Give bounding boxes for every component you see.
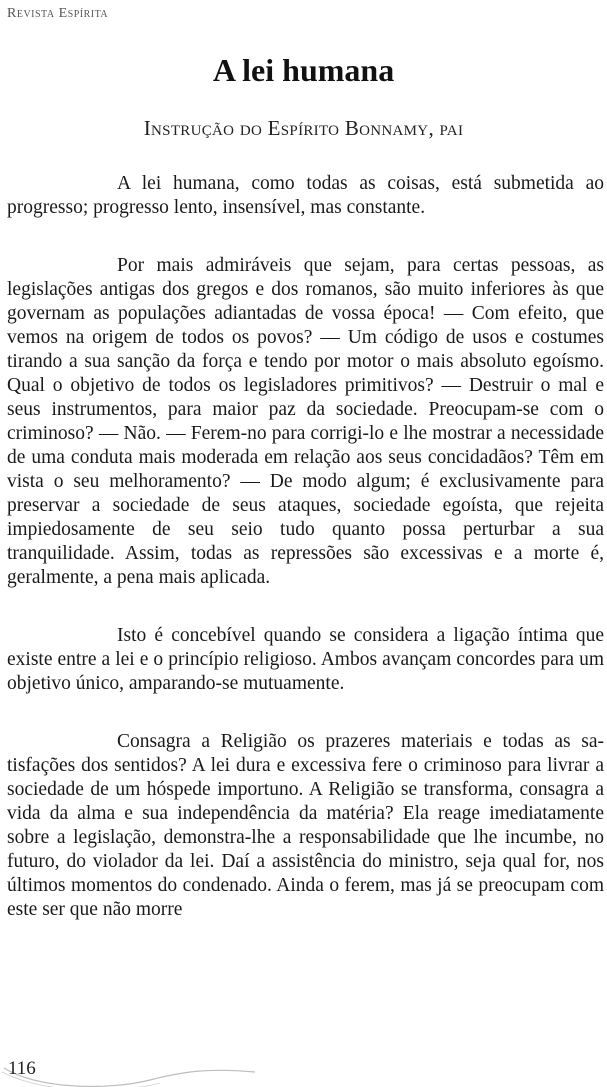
page-number: 116 — [8, 1058, 36, 1079]
footer-swash-ornament — [0, 1050, 260, 1087]
article-title: A lei humana — [212, 52, 395, 88]
article-body — [7, 172, 604, 956]
paragraph: Isto é concebível quando se considera a ligação íntima que existe entre a lei e o princípio religioso. Ambos avançam concordes para um objetivo único, amparando-se mutuamente. — [7, 625, 604, 694]
paragraph: A lei humana, como todas as coisas, está submetida ao progresso; progresso lento, insensível, mas constante. — [7, 173, 604, 218]
paragraph: Por mais admiráveis que sejam, para certas pessoas, as legislações antigas dos gregos e dos romanos, são muito inferiores às que governam as populações adiantadas de vossa época! — Com efeito, que vemos na origem de todos os povos? — Um código de usos e costumes tirando a sua sanção da força e tendo por motor o mais absoluto egoísmo. Qual o objetivo de todos os legisladores primitivos? — Destruir o mal e seus instrumentos, para maior paz da sociedade. Preocupam-se com o criminoso? — Não. — Ferem-no para corrigi-lo e lhe mostrar a necessidade de uma conduta mais moderada em relação aos seus concidadãos? Têm em vista o seu melhoramento? — De modo algum; é exclusivamente para preservar a sociedade de seus ataques, sociedade egoísta, que rejeita impiedosamente de seu seio tudo quanto possa perturbar a sua tranquilidade. Assim, todas as repressões são excessivas e a morte é, geralmente, a pena mais aplicada. — [7, 255, 604, 588]
article-subtitle: Instrução do Espírito Bonnamy, pai — [143, 116, 464, 140]
paragraph: Consagra a Religião os prazeres materiais e todas as satisfações dos sentidos? A lei dura e excessiva fere o criminoso para livrar a sociedade de um hóspede importuno. A Religião se transforma, consagra a vida da alma e sua independência da matéria? Ela reage imediatamente sobre a legislação, demonstra-lhe a responsabilidade que lhe incumbe, no futuro, do violador da lei. Daí a assistência do ministro, seja qual for, nos últimos momentos do condenado. Ainda o ferem, mas já se preocupam com este ser que não morre — [7, 731, 604, 920]
running-head: Revista Espírita — [7, 6, 109, 21]
